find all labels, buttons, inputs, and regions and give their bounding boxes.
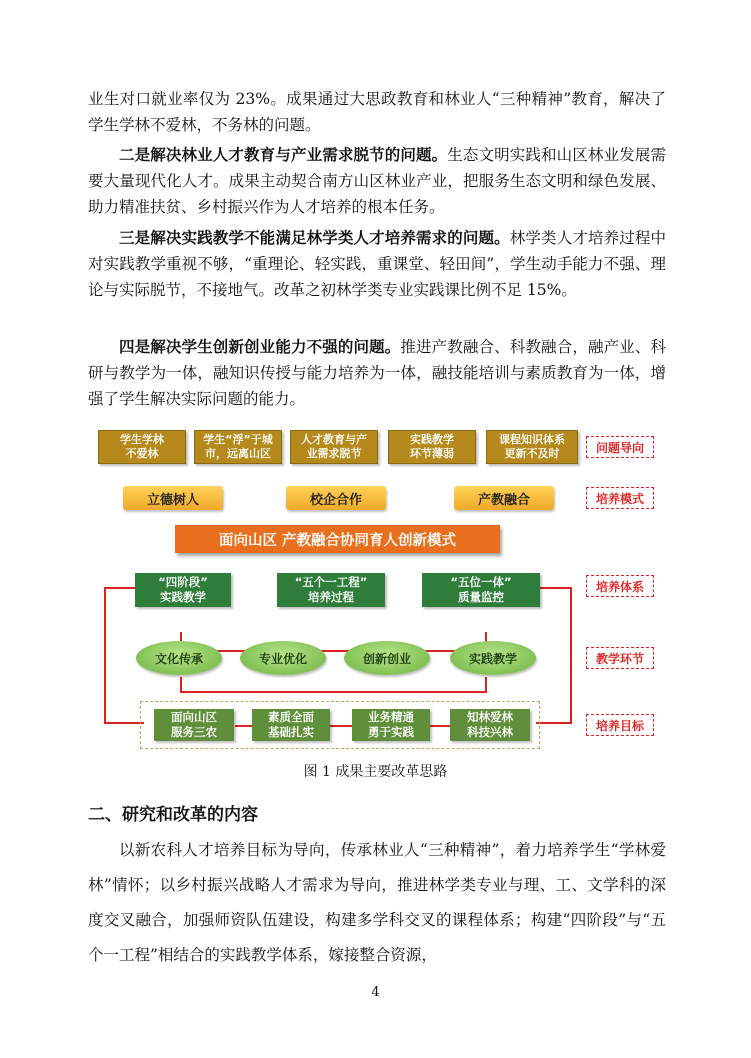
tag-label-3: 培养体系 bbox=[595, 579, 644, 594]
link-ellipse-3 bbox=[344, 641, 430, 675]
goal-label-1: 面向山区 服务三农 bbox=[171, 710, 217, 739]
connector-right-bottom bbox=[536, 722, 572, 724]
link-label-4: 实践教学 bbox=[468, 651, 517, 666]
connector-low-horizontal bbox=[180, 691, 487, 693]
link-label-1: 文化传承 bbox=[154, 651, 203, 666]
goal-label-2: 素质全面 基础扎实 bbox=[268, 710, 314, 739]
problem-label-3: 人才教育与产 业需求脱节 bbox=[301, 433, 367, 460]
system-label-3: “五位一体” 质量监控 bbox=[450, 575, 512, 604]
reform-diagram bbox=[90, 425, 665, 755]
paragraph-3 bbox=[88, 225, 666, 303]
goal-box-1 bbox=[154, 709, 234, 741]
main-model-label: 面向山区 产教融合协同育人创新模式 bbox=[218, 532, 457, 549]
tag-teaching-link bbox=[586, 647, 654, 669]
section-paragraph: 以新农科人才培养目标为导向，传承林业人“三种精神”，着力培养学生“学林爱林”情怀；以乡村振兴战略人才需求为导向，推进林学类专业与理、工、文学科的深度交叉融合，加强师资队伍建设，构建多学科交叉的课程体系；构建“四阶段”与“五个一工程”相结合的实践教学体系，嫁接整合资源， bbox=[88, 841, 666, 964]
problem-box-1 bbox=[98, 430, 186, 464]
tag-label-4: 教学环节 bbox=[595, 651, 644, 666]
link-label-2: 专业优化 bbox=[258, 651, 307, 666]
paragraph-4-text: 推进产教融合、科教融合，融产业、科研与教学为一体，融知识传授与能力培养为一体，融技能培训与素质教育为一体，增强了学生解决实际问题的能力。 bbox=[88, 338, 666, 408]
main-model-box bbox=[175, 525, 500, 553]
tag-training-system bbox=[586, 575, 654, 597]
connector-low-right bbox=[485, 677, 487, 692]
tag-problem-orientation bbox=[586, 436, 654, 458]
problem-label-5: 课程知识体系 更新不及时 bbox=[499, 433, 565, 460]
page-number: 4 bbox=[371, 985, 380, 1000]
connector-right-top bbox=[538, 587, 572, 589]
problem-label-1: 学生学林 不爱林 bbox=[120, 433, 164, 460]
problem-box-2 bbox=[194, 430, 282, 464]
connector-left-vertical bbox=[104, 587, 106, 724]
system-box-3 bbox=[422, 573, 540, 607]
mode-label-1: 立德树人 bbox=[146, 492, 199, 508]
figure-caption: 图 1 成果主要改革思路 bbox=[303, 764, 448, 780]
tag-training-mode bbox=[586, 487, 654, 509]
tag-label-2: 培养模式 bbox=[595, 491, 644, 506]
problem-label-4: 实践教学 环节薄弱 bbox=[410, 433, 454, 460]
tag-label-5: 培养目标 bbox=[595, 718, 644, 733]
problem-box-3 bbox=[290, 430, 378, 464]
paragraph-2-text: 生态文明实践和山区林业发展需要大量现代化人才。成果主动契合南方山区林业产业，把服务生态文明和绿色发展、助力精准扶贫、乡村振兴作为人才培养的根本任务。 bbox=[88, 146, 666, 216]
mode-box-3 bbox=[454, 486, 554, 510]
link-ellipse-1 bbox=[136, 641, 222, 675]
goal-box-2 bbox=[252, 709, 330, 741]
link-ellipse-4 bbox=[450, 641, 536, 675]
tag-training-goal bbox=[586, 714, 654, 736]
goal-label-3: 业务精通 勇于实践 bbox=[368, 710, 414, 739]
problem-box-5 bbox=[486, 430, 578, 464]
connector-mid-horizontal bbox=[180, 650, 487, 652]
mode-box-1 bbox=[123, 486, 223, 510]
connector-left-bottom bbox=[104, 722, 144, 724]
system-label-2: “五个一工程” 培养过程 bbox=[294, 575, 368, 604]
mode-label-3: 产教融合 bbox=[477, 492, 530, 508]
goal-box-4 bbox=[450, 709, 530, 741]
goal-box-3 bbox=[352, 709, 430, 741]
system-box-2 bbox=[277, 573, 385, 607]
link-label-3: 创新创业 bbox=[362, 651, 411, 666]
paragraph-3-text: 林学类人才培养过程中对实践教学重视不够，“重理论、轻实践，重课堂、轻田间”，学生动手能力不强、理论与实际脱节，不接地气。改革之初林学类专业实践课比例不足 15%。 bbox=[88, 229, 666, 299]
paragraph-3-bold: 三是解决实践教学不能满足林学类人才培养需求的问题。 bbox=[119, 229, 510, 247]
link-ellipse-2 bbox=[240, 641, 326, 675]
goal-label-4: 知林爱林 科技兴林 bbox=[467, 710, 513, 739]
section-heading: 二、研究和改革的内容 bbox=[88, 805, 258, 825]
system-box-1 bbox=[135, 573, 231, 607]
connector-right-vertical bbox=[570, 587, 572, 724]
mode-label-2: 校企合作 bbox=[309, 492, 362, 508]
paragraph-1: 业生对口就业率仅为 23%。成果通过大思政教育和林业人“三种精神”教育，解决了学生学林不爱林，不务林的问题。 bbox=[88, 90, 666, 134]
problem-label-2: 学生“浮”于城 市，远离山区 bbox=[203, 433, 273, 460]
paragraph-2-bold: 二是解决林业人才教育与产业需求脱节的问题。 bbox=[119, 146, 448, 164]
problem-box-4 bbox=[388, 430, 476, 464]
tag-label-1: 问题导向 bbox=[595, 440, 644, 455]
system-label-1: “四阶段” 实践教学 bbox=[158, 575, 208, 604]
paragraph-4-bold: 四是解决学生创新创业能力不强的问题。 bbox=[119, 338, 401, 356]
paragraph-2 bbox=[88, 142, 666, 220]
paragraph-4 bbox=[88, 334, 666, 412]
mode-box-2 bbox=[286, 486, 386, 510]
connector-low-left bbox=[180, 677, 182, 692]
